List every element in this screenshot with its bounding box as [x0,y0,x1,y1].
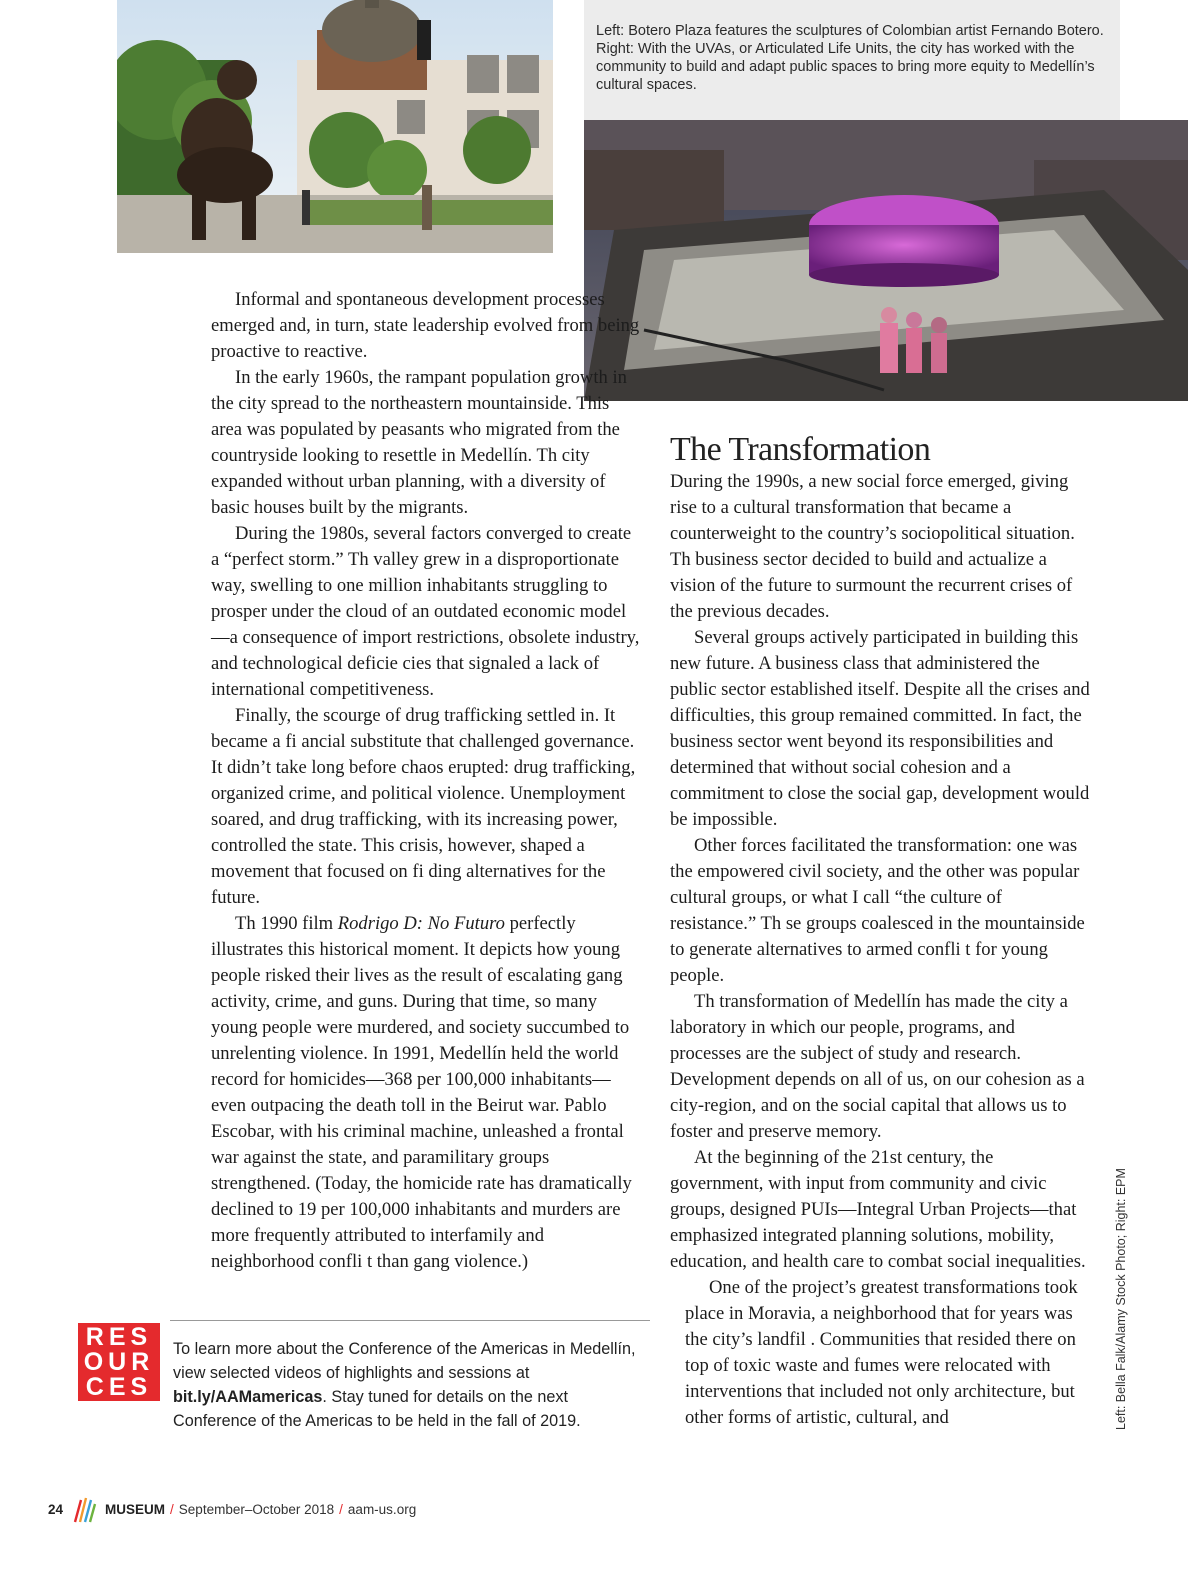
botero-plaza-photo [117,0,553,253]
paragraph: In the early 1960s, the rampant population growth in the city spread to the northeastern mountainside. This area was populated by peasants who migrated from the countryside looking to resettle in Medellín. Th city expanded without urban planning, with a diversity of basic houses built by the migrants. [211,367,627,518]
paragraph: At the beginning of the 21st century, the government, with input from community and civic groups, designed PUIs—Integral Urban Projects—that emphasized integrated planning solutions, mobility, education, and health care to combat social inequalities. [670,1147,1086,1272]
paragraph: Finally, the scourge of drug trafficking settled in. It became a fi ancial substitute that challenged governance. It didn’t take long before chaos erupted: drug trafficking, organized crime, and political violence. Unemployment soared, and drug trafficking, with its increasing power, controlled the state. This crisis, however, shaped a movement that focused on fi ding alternatives for the future. [211,705,636,908]
paragraph [211,911,643,1275]
resources-badge [78,1323,160,1401]
botero-plaza-illustration [117,0,553,253]
page-footer [48,1494,416,1524]
photo-credit: Left: Bella Falk/Alamy Stock Photo; Right: EPM [1114,1168,1128,1430]
section-title: The Transformation [670,431,931,468]
uva-photo [584,120,1188,401]
paragraph: During the 1980s, several factors converged to create a “perfect storm.” Th valley grew in a disproportionate way, swelling to one million inhabitants struggling to prosper under the cloud of an outdated economic model—a consequence of import restrictions, obsolete industry, and technological deficie cies that signaled a lack of international competitiveness. [211,523,640,700]
paragraph: During the 1990s, a new social force emerged, giving rise to a cultural transformation that became a counterweight to the country’s sociopolitical situation. Th business sector decided to build and actualize a vision of the future to surmount the recurrent crises of the previous decades. [670,471,1075,622]
magazine-name: MUSEUM [105,1501,166,1517]
paragraph: Th transformation of Medellín has made the city a laboratory in which our people, programs, and processes are the subject of study and research. Development depends on all of us, on our cohesion as a city-region, and on the social capital that allows us to foster and preserve memory. [670,991,1085,1142]
paragraph: Informal and spontaneous development processes emerged and, in turn, state leadership evolved from being proactive to reactive. [211,289,640,362]
paragraph: One of the project’s greatest transformations took place in Moravia, a neighborhood that for years was the city’s landfil . Communities that resided there on top of toxic waste and fumes were relocated with interventions that included not only architecture, but other forms of artistic, cultural, and [685,1277,1078,1428]
footer-separator: / [170,1501,174,1517]
resources-link[interactable]: bit.ly/AAMamericas [173,1388,323,1406]
website[interactable]: aam-us.org [347,1501,417,1517]
uva-illustration [584,120,1188,401]
resources-text-outro: . Stay tuned for details on the next Conference of the Americas to be held in the fall of 2019. [173,1388,581,1430]
film-title: Rodrigo D: No Futuro [337,913,505,934]
paragraph-text: perfectly illustrates this historical moment. It depicts how young people risked their lives as the result of escalating gang activity, crime, and guns. During that time, so many young people were murdered, and society succumbed to unrelenting violence. In 1991, Medellín held the world record for homicides—368 per 100,000 inhabitants—even outpacing the death toll in the Beirut war. Pablo Escobar, with his criminal machine, unleashed a frontal war against the state, and paramilitary groups strengthened. (Today, the homicide rate has dramatically declined to 19 per 100,000 inhabitants and murders are more frequently attributed to interfamily and neighborhood confli t than gang violence.) [211,913,632,1272]
resources-text-intro: To learn more about the Conference of the Americas in Medellín, view selected videos of highlights and sessions at [173,1340,636,1382]
photo-caption: Left: Botero Plaza features the sculptures of Colombian artist Fernando Botero. Right: With the UVAs, or Articulated Life Units, the city has worked with the community to build and adapt public spaces to bring more equity to Medellín’s cultural spaces. [596,23,1104,93]
footer-separator: / [339,1501,343,1517]
paragraph: Other forces facilitated the transformation: one was the empowered civil society, and the other was popular cultural groups, or what I call “the culture of resistance.” Th se groups coalesced in the mountainside to generate alternatives to armed confli t for young people. [670,835,1085,986]
resources-divider [170,1320,650,1321]
photo-caption-box [584,0,1120,120]
paragraph-text: Th 1990 film [235,913,338,934]
resources-text [173,1337,648,1433]
issue-date: September–October 2018 [178,1501,335,1517]
paragraph: Several groups actively participated in building this new future. A business class that administered the public sector established itself. Despite all the crises and difficulties, this group remained committed. In fact, the business sector went beyond its responsibilities and determined that without social cohesion and a commitment to close the social gap, development would be impossible. [670,627,1090,830]
aam-logo-icon [71,1494,97,1524]
right-article-column [670,469,1090,1431]
resources-badge-line: OUR [83,1348,155,1376]
resources-badge-line: CES [85,1373,153,1401]
page-number: 24 [48,1501,64,1517]
left-article-column [211,287,643,1275]
resources-badge-line: RES [85,1323,153,1351]
